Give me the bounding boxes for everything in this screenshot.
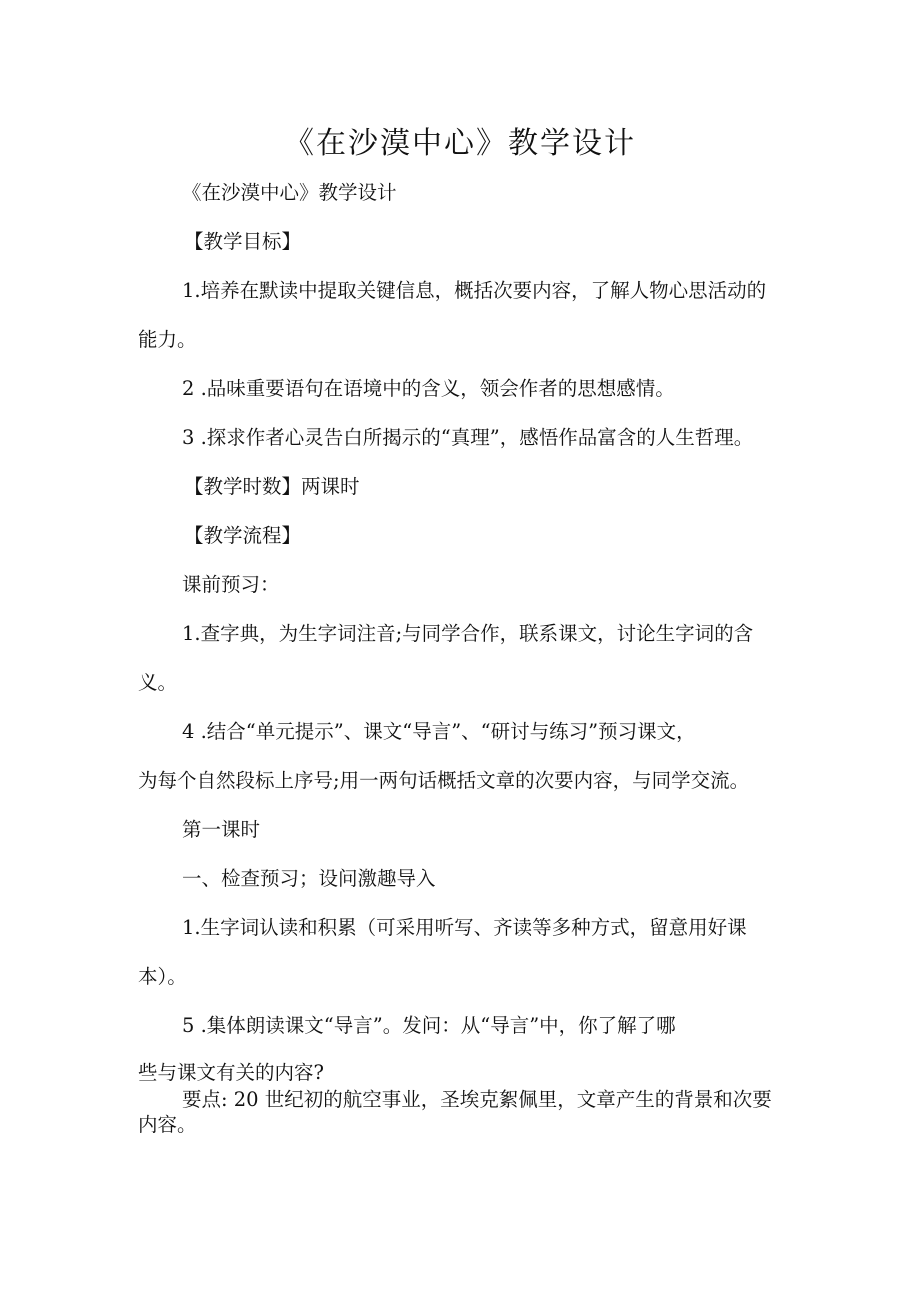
item-5-line-1: 5 .集体朗读课文“导言”。发问：从“导言”中，你了解了哪: [182, 1014, 676, 1037]
goal-1-line-2: 能力。: [138, 328, 197, 351]
section-1-heading: 一、检查预习；设问激趣导入: [182, 867, 436, 890]
prep-item-4-line-2: 为每个自然段标上序号;用一两句话概括文章的次要内容，与同学交流。: [138, 769, 750, 792]
keypoint-line-2: 内容。: [138, 1113, 197, 1136]
prep-item-4-line-1: 4 .结合“单元提示”、课文“导言”、“研讨与练习”预习课文，: [182, 720, 696, 743]
lesson-1-heading: 第一课时: [182, 818, 261, 841]
keypoint-paragraph: [138, 1087, 798, 1137]
process-heading: 【教学流程】: [184, 524, 302, 547]
prep-item-1-line-1: 1.查字典，为生字词注音;与同学合作，联系课文，讨论生字词的含: [182, 622, 754, 645]
preview-heading: 课前预习：: [182, 573, 280, 596]
keypoint-text: 要点: 20 世纪初的航空事业，圣埃克絮佩里，文章产生的背景和次要: [182, 1088, 772, 1111]
goal-2: 2 .品味重要语句在语境中的含义，领会作者的思想感情。: [182, 377, 675, 400]
prep-item-1-line-2: 义。: [138, 671, 178, 694]
item-5-line-2: 些与课文有关的内容?: [138, 1061, 324, 1084]
teaching-hours: 【教学时数】两课时: [184, 475, 360, 498]
keypoint-line-1: [138, 1087, 798, 1112]
document-title: 《在沙漠中心》教学设计: [284, 126, 636, 161]
item-1-line-2: 本）。: [138, 965, 187, 988]
goal-3: 3 .探求作者心灵告白所揭示的“真理”，感悟作品富含的人生哲理。: [182, 426, 754, 449]
goal-1-line-1: 1.培养在默读中提取关键信息，概括次要内容，了解人物心思活动的: [182, 279, 767, 302]
goals-heading: 【教学目标】: [184, 230, 302, 253]
subtitle: 《在沙漠中心》教学设计: [182, 181, 397, 204]
item-1-line-1: 1.生字词认读和积累（可采用听写、齐读等多种方式，留意用好课: [182, 916, 747, 939]
